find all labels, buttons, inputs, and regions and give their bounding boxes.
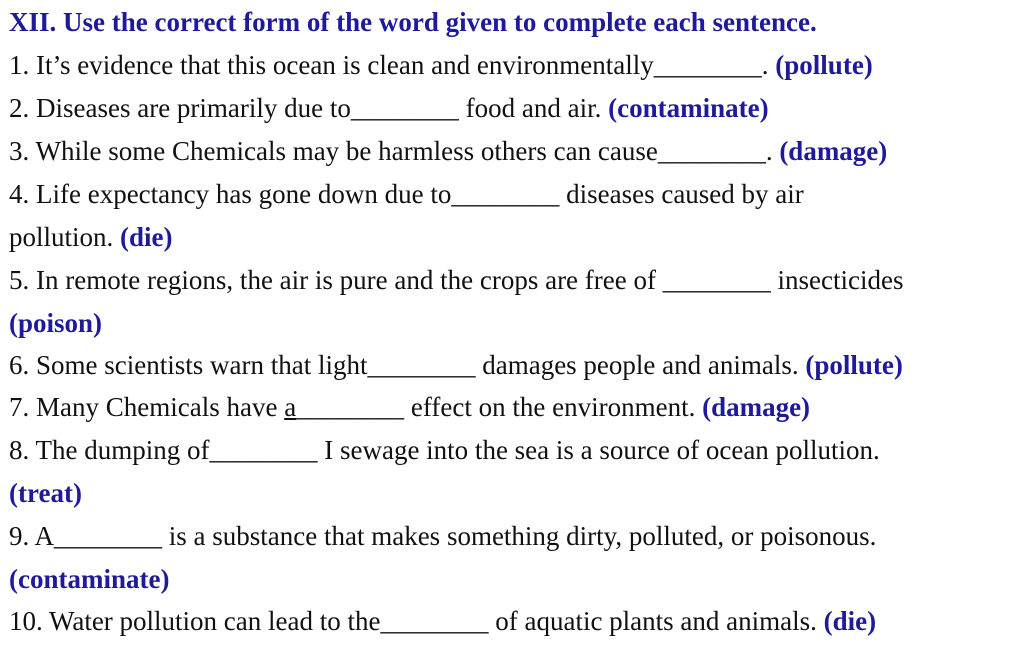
sentence-8-hint: (treat): [9, 478, 82, 508]
sentence-2-text: 2. Diseases are primarily due to: [9, 93, 351, 123]
sentence-1-hint: (pollute): [775, 50, 873, 80]
exercise-title: XII. Use the correct form of the word given to complete each sentence.: [9, 7, 817, 37]
sentence-5-text: 5. In remote regions, the air is pure and the crops are free of: [9, 265, 663, 295]
sentence-8-text: 8. The dumping of: [9, 435, 210, 465]
sentence-1-blank[interactable]: ________: [653, 50, 762, 80]
sentence-3: [9, 135, 887, 167]
sentence-7-text: 7. Many Chemicals have: [9, 392, 285, 422]
sentence-4-text: 4. Life expectancy has gone down due to: [9, 179, 452, 209]
sentence-6-blank[interactable]: ________: [367, 350, 476, 380]
sentence-10-text: 10. Water pollution can lead to the: [9, 606, 381, 636]
sentence-6-text: 6. Some scientists warn that light: [9, 350, 368, 380]
sentence-5-blank[interactable]: ________: [662, 265, 771, 295]
sentence-6: [9, 349, 903, 381]
sentence-4: [9, 178, 804, 210]
sentence-9-blank[interactable]: ________: [54, 521, 163, 551]
sentence-5-hint: (poison): [9, 308, 103, 338]
sentence-7-blank[interactable]: ________: [296, 392, 405, 422]
sentence-3-hint: (damage): [779, 136, 888, 166]
sentence-4-hint: (die): [120, 222, 173, 252]
sentence-3-text: 3. While some Chemicals may be harmless others can cause: [9, 136, 658, 166]
sentence-9-hint: (contaminate): [9, 564, 170, 594]
sentence-4-post: diseases caused by air: [559, 179, 804, 209]
sentence-1-post: .: [761, 50, 776, 80]
sentence-5: [9, 264, 903, 296]
sentence-7-hint: (damage): [702, 392, 811, 422]
sentence-2-blank[interactable]: ________: [350, 93, 459, 123]
sentence-8-blank[interactable]: ________: [209, 435, 318, 465]
sentence-6-hint: (pollute): [805, 350, 903, 380]
sentence-9-text: 9. A: [9, 521, 55, 551]
sentence-2-hint: (contaminate): [608, 93, 769, 123]
sentence-7-post: effect on the environment.: [404, 392, 703, 422]
sentence-10-post: of aquatic plants and animals.: [488, 606, 824, 636]
sentence-10-blank[interactable]: ________: [380, 606, 489, 636]
sentence-3-post: .: [765, 136, 780, 166]
sentence-1-text: 1. It’s evidence that this ocean is clean and environmentally: [9, 50, 654, 80]
sentence-1: [9, 49, 873, 81]
sentence-9: [9, 520, 876, 552]
sentence-8: [9, 434, 880, 466]
sentence-6-post: damages people and animals.: [475, 350, 806, 380]
sentence-7-article: a: [284, 392, 297, 422]
sentence-3-blank[interactable]: ________: [657, 136, 766, 166]
sentence-4-continued: [9, 221, 173, 253]
sentence-2: [9, 92, 769, 124]
sentence-4-cont-text: pollution.: [9, 222, 121, 252]
sentence-2-post: food and air.: [458, 93, 609, 123]
sentence-9-post: is a substance that makes something dirty, polluted, or poisonous.: [162, 521, 877, 551]
sentence-10-hint: (die): [823, 606, 877, 636]
sentence-5-post: insecticides: [770, 265, 904, 295]
sentence-10: [9, 605, 876, 637]
sentence-7: [9, 391, 810, 423]
sentence-8-post: I sewage into the sea is a source of ocean pollution.: [317, 435, 880, 465]
sentence-4-blank[interactable]: ________: [451, 179, 560, 209]
